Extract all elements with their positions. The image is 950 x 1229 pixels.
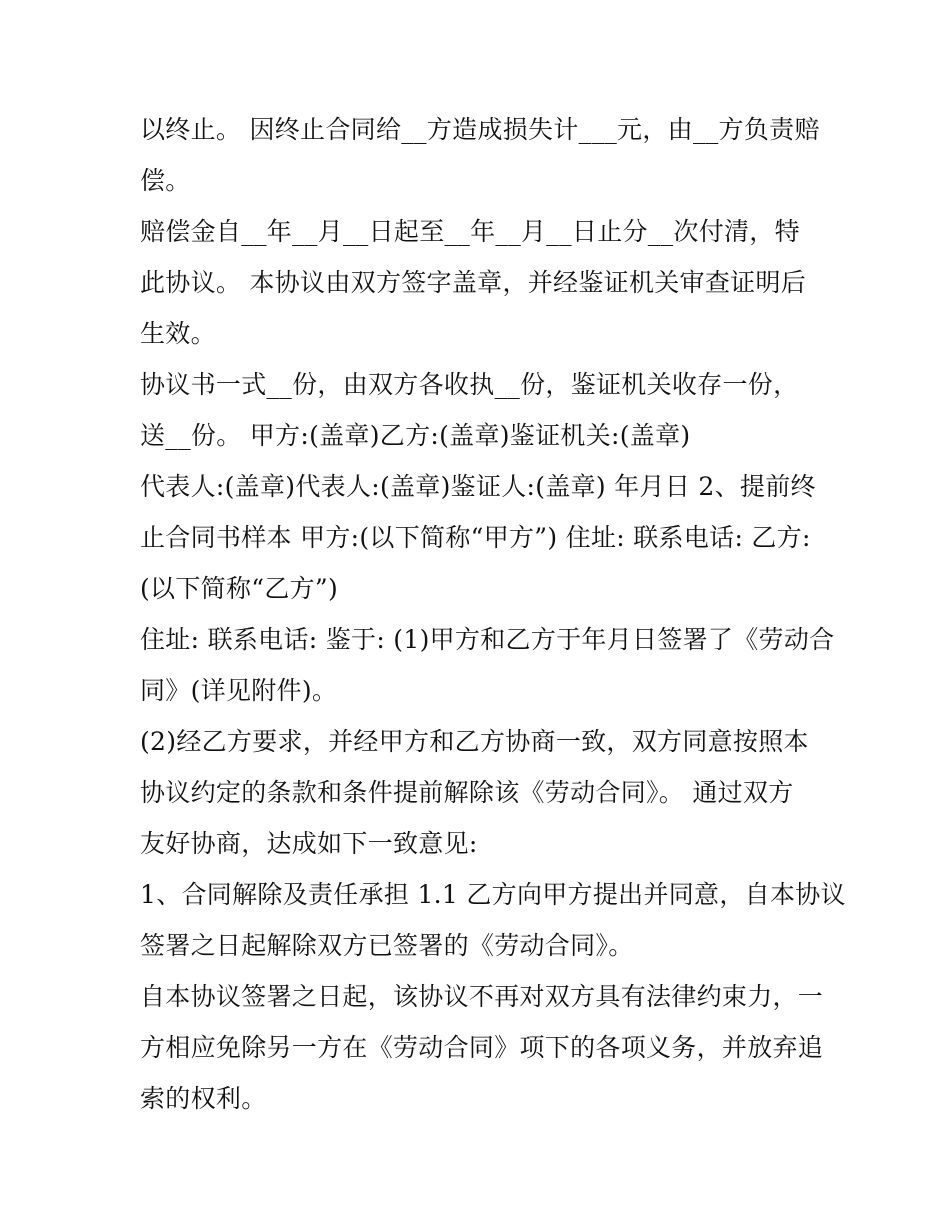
text-line: 自本协议签署之日起，该协议不再对双方具有法律约束力，一 — [140, 982, 824, 1011]
text-line: 偿。 — [140, 166, 191, 195]
text-line: 止合同书样本 甲方:(以下简称“甲方”) 住址: 联系电话: 乙方: — [140, 523, 811, 552]
text-line: 住址: 联系电话: 鉴于: (1)甲方和乙方于年月日签署了《劳动合 — [140, 625, 835, 654]
text-line: 协议约定的条款和条件提前解除该《劳动合同》。 通过双方 — [140, 778, 794, 807]
text-line: 1、合同解除及责任承担 1.1 乙方向甲方提出并同意，自本协议 — [140, 880, 846, 909]
text-line: 签署之日起解除双方已签署的《劳动合同》。 — [140, 931, 634, 960]
text-line: 同》(详见附件)。 — [140, 676, 338, 705]
text-line: (以下简称“乙方”) — [140, 574, 339, 603]
text-line: 代表人:(盖章)代表人:(盖章)鉴证人:(盖章) 年月日 2、提前终 — [140, 472, 816, 501]
text-line: 以终止。 因终止合同给__方造成损失计___元，由__方负责赔 — [140, 115, 820, 144]
text-line: 此协议。 本协议由双方签字盖章，并经鉴证机关审查证明后 — [140, 268, 807, 297]
document-body — [140, 104, 846, 1124]
text-line: 方相应免除另一方在《劳动合同》项下的各项义务，并放弃追 — [140, 1033, 824, 1062]
text-line: 送__份。 甲方:(盖章)乙方:(盖章)鉴证机关:(盖章) — [140, 421, 691, 450]
text-line: 生效。 — [140, 319, 216, 348]
text-line: 协议书一式__份，由双方各收执__份，鉴证机关收存一份， — [140, 370, 799, 399]
text-line: 友好协商，达成如下一致意见: — [140, 829, 478, 858]
text-line: 索的权利。 — [140, 1084, 267, 1113]
text-line: 赔偿金自__年__月__日起至__年__月__日止分__次付清，特 — [140, 217, 800, 246]
text-line: (2)经乙方要求，并经甲方和乙方协商一致，双方同意按照本 — [140, 727, 809, 756]
